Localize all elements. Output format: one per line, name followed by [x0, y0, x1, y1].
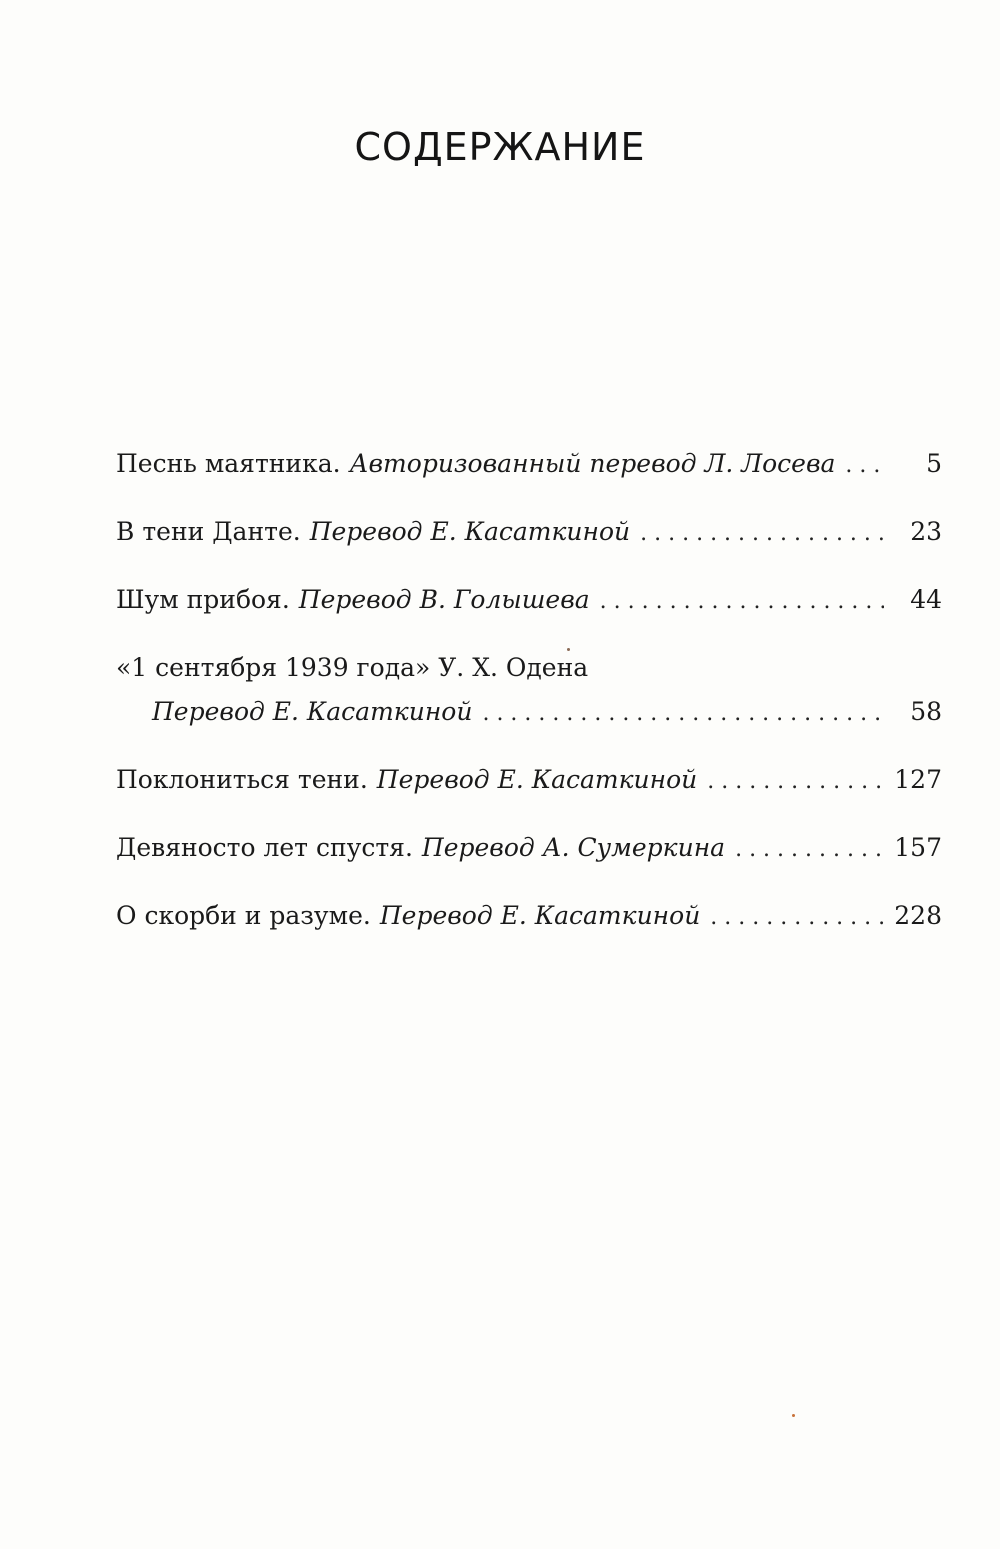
toc-entry-page: 5 — [926, 449, 942, 478]
toc-line-continuation — [116, 690, 942, 734]
toc-entry-title: Девяносто лет спустя. — [116, 833, 413, 862]
toc-entry-title: Шум прибоя. — [116, 585, 290, 614]
toc-line — [116, 758, 942, 802]
toc-entry-translator: Перевод А. Сумеркина — [421, 833, 726, 862]
toc-entry-title: «1 сентября 1939 года» У. Х. Одена — [116, 653, 589, 682]
toc-entry-7[interactable] — [116, 894, 942, 938]
toc-entry-title: В тени Данте. — [116, 517, 301, 546]
toc-entry-3[interactable] — [116, 578, 942, 622]
toc-leader-dots — [482, 692, 884, 736]
toc-entry-page: 127 — [894, 765, 942, 794]
toc-entry-page: 23 — [910, 517, 942, 546]
toc-line — [116, 894, 942, 938]
table-of-contents — [116, 442, 942, 938]
toc-line — [116, 442, 942, 486]
toc-leader-dots — [707, 760, 884, 804]
toc-spacer — [116, 486, 942, 510]
toc-leader-dots — [600, 580, 884, 624]
toc-entry-title: О скорби и разуме. — [116, 901, 371, 930]
toc-entry-2[interactable] — [116, 510, 942, 554]
toc-spacer — [116, 622, 942, 646]
toc-entry-4[interactable] — [116, 646, 942, 734]
toc-line — [116, 646, 942, 690]
toc-spacer — [116, 734, 942, 758]
toc-entry-translator: Авторизованный перевод Л. Лосева — [349, 449, 836, 478]
toc-entry-page: 44 — [910, 585, 942, 614]
toc-leader-dots — [710, 896, 884, 940]
toc-line — [116, 510, 942, 554]
toc-entry-translator: Перевод Е. Касаткиной — [376, 765, 698, 794]
toc-leader-dots — [640, 512, 884, 556]
page-title: СОДЕРЖАНИЕ — [354, 125, 646, 170]
toc-entry-title: Песнь маятника. — [116, 449, 341, 478]
toc-spacer — [116, 554, 942, 578]
toc-line — [116, 578, 942, 622]
toc-leader-dots — [845, 444, 884, 488]
print-speck — [567, 648, 570, 651]
toc-entry-page: 157 — [894, 833, 942, 862]
toc-leader-dots — [735, 828, 884, 872]
print-speck — [792, 1414, 795, 1417]
toc-spacer — [116, 802, 942, 826]
toc-entry-page: 58 — [910, 697, 942, 726]
toc-entry-1[interactable] — [116, 442, 942, 486]
toc-entry-page: 228 — [894, 901, 942, 930]
toc-entry-translator: Перевод Е. Касаткиной — [379, 901, 701, 930]
toc-entry-6[interactable] — [116, 826, 942, 870]
toc-entry-translator: Перевод В. Голышева — [298, 585, 590, 614]
toc-entry-translator: Перевод Е. Касаткиной — [152, 697, 473, 726]
toc-entry-title: Поклониться тени. — [116, 765, 368, 794]
toc-spacer — [116, 870, 942, 894]
toc-line — [116, 826, 942, 870]
toc-entry-translator: Перевод Е. Касаткиной — [309, 517, 631, 546]
toc-entry-5[interactable] — [116, 758, 942, 802]
